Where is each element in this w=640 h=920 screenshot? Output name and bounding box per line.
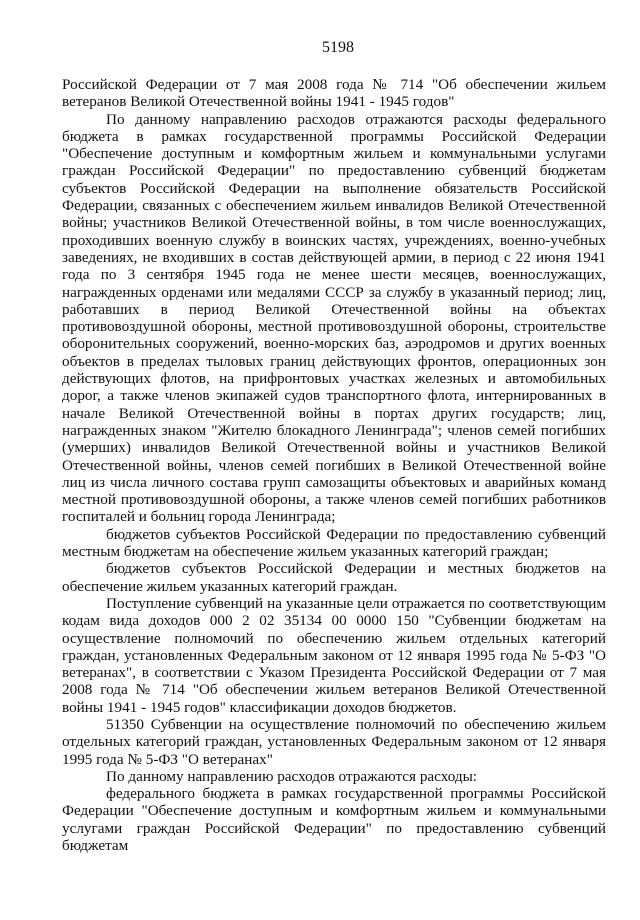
page-number: 5198: [322, 39, 354, 56]
paragraph: бюджетов субъектов Российской Федерации по предоставлению субвенций местным бюджетам на обеспечение жильем указанных категорий граждан;: [62, 525, 606, 561]
paragraph: федерального бюджета в рамках государственной программы Российской Федерации "Обеспечение доступным и комфортным жильем и коммунальными услугами граждан Российской Федерации" по предоставлению субвенций бюджетам: [62, 785, 606, 855]
paragraph: По данному направлению расходов отражаются расходы:: [106, 767, 478, 785]
paragraph: 51350 Субвенции на осуществление полномочий по обеспечению жильем отдельных категорий граждан, установленных Федеральным законом от 12 января 1995 года № 5-ФЗ "О ветеранах": [62, 715, 606, 768]
paragraph: По данному направлению расходов отражаются расходы федерального бюджета в рамках государственной программы Российской Федерации "Обеспечение доступным и комфортным жильем и коммунальными услугами граждан Российской Федерации" по предоставлению субвенций бюджетам субъектов Российской Федерации на выполнение обязательств Российской Федерации, связанных с обеспечением жильем инвалидов Великой Отечественной войны; участников Великой Отечественной войны, в том числе военнослужащих, проходивших военную службу в воинских частях, учреждениях, военно-учебных заведениях, не входивших в состав действующей армии, в период с 22 июня 1941 года по 3 сентября 1945 года не менее шести месяцев, военнослужащих, награжденных орденами или медалями СССР за службу в указанный период; лиц, работавших в период Великой Отечественной войны на объектах противовоздушной обороны, местной противовоздушной обороны, строительстве оборонительных сооружений, военно-морских баз, аэродромов и других военных объектов в пределах тыловых границ действующих фронтов, операционных зон действующих флотов, на прифронтовых участках железных и автомобильных дорог, а также членов экипажей судов транспортного флота, интернированных в начале Великой Отечественной войны в портах других государств; лиц, награжденных знаком "Жителю блокадного Ленинграда"; членов семей погибших (умерших) инвалидов Великой Отечественной войны и участников Великой Отечественной войны, членов семей погибших в Великой Отечественной войне лиц из числа личного состава групп самозащиты объектовых и аварийных команд местной противовоздушной обороны, а также членов семей погибших работников госпиталей и больниц города Ленинграда;: [62, 110, 606, 526]
paragraph: Поступление субвенций на указанные цели отражается по соответствующим кодам вида доходов 000 2 02 35134 00 0000 150 "Субвенции бюджетам на осуществление полномочий по обеспечению жильем отдельных категорий граждан, установленных Федеральным законом от 12 января 1995 года № 5-ФЗ "О ветеранах", в соответствии с Указом Президента Российской Федерации от 7 мая 2008 года № 714 "Об обеспечении жильем ветеранов Великой Отечественной войны 1941 - 1945 годов" классификации доходов бюджетов.: [62, 594, 606, 716]
paragraph: бюджетов субъектов Российской Федерации и местных бюджетов на обеспечение жильем указанных категорий граждан.: [62, 560, 606, 595]
document-body: [62, 76, 606, 854]
paragraph: Российской Федерации от 7 мая 2008 года № 714 "Об обеспечении жильем ветеранов Великой Отечественной войны 1941 - 1945 годов": [62, 76, 606, 111]
